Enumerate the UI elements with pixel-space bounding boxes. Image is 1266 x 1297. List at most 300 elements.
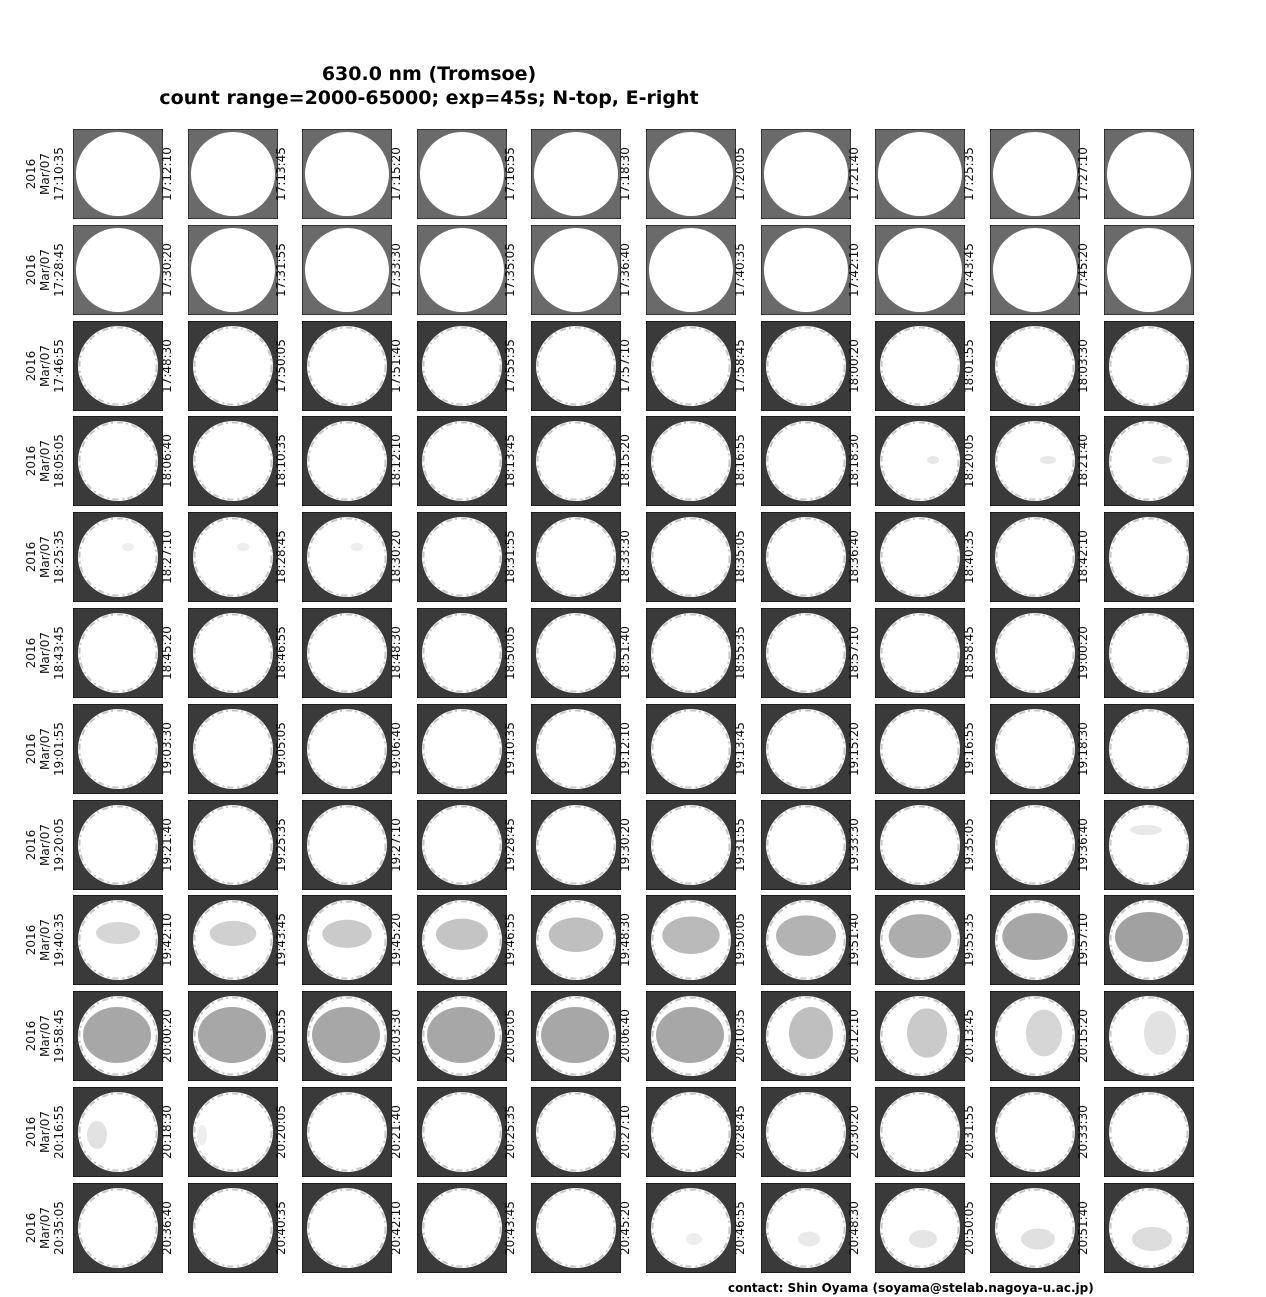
- row-date-line: 19:01:55: [52, 721, 66, 776]
- time-label: [954, 129, 984, 219]
- time-label: [610, 608, 640, 698]
- sky-disk: [78, 709, 158, 789]
- time-label: [725, 512, 755, 602]
- time-label: [152, 321, 182, 411]
- row-date-line: Mar/07: [38, 344, 52, 387]
- time-text: 17:31:55: [274, 242, 289, 297]
- sky-image: [417, 416, 507, 506]
- time-text: 18:58:45: [961, 626, 976, 680]
- sky-disk: [995, 517, 1075, 597]
- time-text: 17:27:10: [1076, 147, 1091, 201]
- row-date-line: Mar/07: [38, 823, 52, 866]
- sky-disk: [193, 517, 273, 597]
- sky-image: [761, 895, 851, 985]
- sky-image: [646, 416, 736, 506]
- time-label: [381, 608, 411, 698]
- time-text: 19:10:35: [503, 721, 518, 776]
- time-label: [725, 129, 755, 219]
- sky-image: [990, 1087, 1080, 1177]
- sky-disk: [78, 1188, 158, 1268]
- time-label: [610, 1087, 640, 1177]
- sky-image: [1104, 512, 1194, 602]
- sky-image: [302, 800, 392, 890]
- sky-image: [73, 704, 163, 794]
- row-date-label: [20, 895, 70, 985]
- time-label: [839, 895, 869, 985]
- sky-image: [875, 704, 965, 794]
- sky-disk: [995, 1092, 1075, 1172]
- time-text: 19:50:05: [732, 913, 747, 968]
- row-date-line: Mar/07: [38, 536, 52, 579]
- time-text: 17:50:05: [274, 338, 289, 393]
- time-label: [152, 129, 182, 219]
- row-date-line: Mar/07: [38, 1015, 52, 1058]
- sky-disk: [1109, 326, 1189, 406]
- time-label: [725, 991, 755, 1081]
- sky-disk: [766, 1092, 846, 1172]
- time-text: 18:51:40: [618, 626, 632, 680]
- cloud-region: [1132, 1227, 1172, 1251]
- time-label: [1068, 129, 1098, 219]
- cloud-region: [1026, 1010, 1062, 1057]
- row-date-label: [20, 800, 70, 890]
- time-text: 18:40:35: [961, 530, 976, 585]
- sky-image: [761, 512, 851, 602]
- row-date-text: [24, 1009, 66, 1063]
- time-label: [381, 512, 411, 602]
- sky-disk: [422, 1188, 502, 1268]
- sky-image: [188, 800, 278, 890]
- row-date-line: 20:16:55: [52, 1105, 66, 1159]
- time-label: [839, 704, 869, 794]
- time-label: [954, 800, 984, 890]
- sky-image: [1104, 991, 1194, 1081]
- sky-disk: [766, 517, 846, 597]
- sky-image: [990, 129, 1080, 219]
- sky-disk: [993, 132, 1077, 216]
- sky-image: [188, 895, 278, 985]
- row-date-label: [20, 416, 70, 506]
- sky-image: [73, 895, 163, 985]
- sky-image: [761, 129, 851, 219]
- row-date-line: Mar/07: [38, 727, 52, 770]
- sky-image: [188, 1183, 278, 1273]
- cloud-region: [1130, 825, 1162, 835]
- time-text: 18:06:40: [159, 434, 174, 489]
- sky-disk: [307, 517, 387, 597]
- row-date-text: [24, 530, 66, 584]
- time-text: 19:06:40: [388, 721, 403, 776]
- time-text: 20:15:20: [1076, 1009, 1091, 1064]
- row-date-line: Mar/07: [38, 1111, 52, 1153]
- sky-image: [875, 895, 965, 985]
- row-date-line: 18:43:45: [52, 626, 66, 680]
- time-text: 20:13:45: [961, 1009, 976, 1064]
- time-text: 19:25:35: [274, 817, 289, 872]
- time-text: 20:45:20: [618, 1200, 632, 1255]
- sky-image: [531, 129, 621, 219]
- time-label: [152, 225, 182, 315]
- sky-disk: [651, 1092, 731, 1172]
- sky-image: [646, 800, 736, 890]
- row-date-line: Mar/07: [38, 440, 52, 483]
- sky-image: [646, 1087, 736, 1177]
- sky-image: [875, 608, 965, 698]
- time-label: [1068, 512, 1098, 602]
- time-text: 18:12:10: [388, 434, 403, 489]
- sky-image: [531, 416, 621, 506]
- sky-disk: [651, 421, 731, 501]
- time-text: 20:20:05: [274, 1105, 289, 1159]
- time-text: 18:21:40: [1076, 434, 1091, 489]
- time-text: 19:30:20: [618, 817, 632, 872]
- sky-disk: [78, 326, 158, 406]
- time-label: [954, 608, 984, 698]
- contact-text: contact: Shin Oyama (soyama@stelab.nagoya-u.ac.jp): [728, 1281, 1094, 1295]
- time-label: [152, 1087, 182, 1177]
- time-text: 20:51:40: [1076, 1200, 1091, 1255]
- sky-disk: [422, 613, 502, 693]
- time-text: 19:27:10: [388, 817, 403, 872]
- row-date-line: 2016: [24, 829, 38, 860]
- row-date-line: 17:10:35: [52, 147, 66, 201]
- time-label: [610, 991, 640, 1081]
- sky-disk: [764, 132, 848, 216]
- cloud-region: [1144, 1011, 1176, 1055]
- time-label: [381, 704, 411, 794]
- row-date-line: 19:40:35: [52, 913, 66, 968]
- row-date-label: [20, 129, 70, 219]
- sky-image: [302, 704, 392, 794]
- sky-disk: [766, 613, 846, 693]
- row-date-label: [20, 225, 70, 315]
- sky-image: [73, 1087, 163, 1177]
- row-date-line: 2016: [24, 1020, 38, 1052]
- time-label: [610, 225, 640, 315]
- time-text: 19:35:05: [961, 817, 976, 872]
- sky-image: [990, 321, 1080, 411]
- time-text: 18:48:30: [388, 626, 403, 680]
- sky-image: [302, 416, 392, 506]
- row-date-line: 2016: [24, 158, 38, 190]
- sky-disk: [764, 228, 848, 312]
- sky-disk: [995, 1188, 1075, 1268]
- sky-disk: [307, 805, 387, 885]
- row-date-line: Mar/07: [38, 153, 52, 195]
- cloud-region: [907, 1009, 947, 1058]
- sky-image: [646, 704, 736, 794]
- time-text: 20:28:45: [732, 1105, 747, 1159]
- sky-disk: [880, 613, 960, 693]
- time-label: [839, 1183, 869, 1273]
- time-label: [954, 991, 984, 1081]
- time-text: 17:35:05: [503, 242, 518, 297]
- time-label: [1068, 800, 1098, 890]
- time-text: 20:31:55: [961, 1105, 976, 1159]
- row-date-label: [20, 1183, 70, 1273]
- sky-disk: [651, 326, 731, 406]
- time-text: 17:16:55: [503, 147, 518, 201]
- time-text: 18:55:35: [732, 626, 747, 680]
- sky-image: [302, 512, 392, 602]
- time-text: 19:45:20: [388, 913, 403, 968]
- sky-image: [646, 512, 736, 602]
- sky-image: [875, 416, 965, 506]
- time-text: 17:48:30: [159, 338, 174, 393]
- sky-image: [73, 608, 163, 698]
- sky-disk: [193, 613, 273, 693]
- sky-disk: [536, 421, 616, 501]
- sky-disk: [995, 805, 1075, 885]
- row-date-line: 18:05:05: [52, 434, 66, 489]
- sky-image: [188, 608, 278, 698]
- sky-disk: [766, 421, 846, 501]
- cloud-region: [87, 1121, 107, 1149]
- sky-image: [417, 321, 507, 411]
- time-text: 18:35:05: [732, 530, 747, 585]
- sky-disk: [651, 709, 731, 789]
- time-text: 19:46:55: [503, 913, 518, 968]
- time-label: [152, 608, 182, 698]
- time-label: [725, 800, 755, 890]
- sky-image: [875, 225, 965, 315]
- row-date-line: 2016: [24, 733, 38, 765]
- sky-image: [73, 416, 163, 506]
- sky-disk: [880, 709, 960, 789]
- cloud-region: [776, 916, 836, 957]
- sky-disk: [878, 228, 962, 312]
- time-text: 20:48:30: [847, 1200, 862, 1255]
- sky-disk: [1109, 805, 1189, 885]
- time-text: 19:03:30: [159, 721, 174, 776]
- time-label: [725, 321, 755, 411]
- sky-image: [417, 608, 507, 698]
- sky-disk: [307, 421, 387, 501]
- time-text: 20:01:55: [274, 1009, 289, 1064]
- sky-image: [188, 991, 278, 1081]
- cloud-region: [889, 915, 952, 959]
- sky-disk: [649, 132, 733, 216]
- time-text: 19:12:10: [618, 721, 632, 776]
- sky-disk: [420, 228, 504, 312]
- time-text: 19:21:40: [159, 817, 174, 872]
- sky-disk: [993, 228, 1077, 312]
- time-text: 20:12:10: [847, 1009, 862, 1064]
- time-label: [266, 1183, 296, 1273]
- cloud-region: [197, 1125, 207, 1145]
- sky-image: [302, 129, 392, 219]
- cloud-region: [122, 543, 134, 551]
- sky-image: [302, 1087, 392, 1177]
- time-label: [725, 1087, 755, 1177]
- sky-disk: [1109, 421, 1189, 501]
- time-label: [725, 1183, 755, 1273]
- time-label: [495, 225, 525, 315]
- cloud-region: [656, 1007, 724, 1063]
- sky-disk: [1109, 709, 1189, 789]
- time-label: [266, 608, 296, 698]
- sky-disk: [651, 613, 731, 693]
- sky-disk: [995, 709, 1075, 789]
- time-text: 17:51:40: [388, 338, 403, 393]
- time-text: 19:15:20: [847, 721, 862, 776]
- sky-disk: [766, 326, 846, 406]
- sky-image: [73, 225, 163, 315]
- time-text: 18:28:45: [274, 530, 289, 585]
- row-date-text: [24, 243, 66, 297]
- time-label: [954, 1183, 984, 1273]
- time-text: 19:42:10: [159, 913, 174, 968]
- time-label: [839, 800, 869, 890]
- time-label: [381, 1183, 411, 1273]
- cloud-region: [323, 920, 372, 948]
- time-text: 18:16:55: [732, 434, 747, 489]
- time-text: 17:43:45: [961, 242, 976, 297]
- time-text: 20:00:20: [159, 1009, 174, 1064]
- time-text: 18:10:35: [274, 434, 289, 489]
- sky-image: [646, 608, 736, 698]
- row-date-text: [24, 1105, 66, 1159]
- time-text: 18:57:10: [847, 626, 862, 680]
- sky-disk: [1109, 517, 1189, 597]
- time-label: [839, 321, 869, 411]
- time-label: [152, 895, 182, 985]
- sky-image: [531, 704, 621, 794]
- time-label: [1068, 416, 1098, 506]
- time-text: 17:21:40: [847, 147, 862, 201]
- sky-image: [761, 1087, 851, 1177]
- time-label: [152, 512, 182, 602]
- sky-disk: [649, 228, 733, 312]
- time-text: 20:42:10: [388, 1200, 403, 1255]
- time-text: 17:25:35: [961, 147, 976, 201]
- time-label: [1068, 321, 1098, 411]
- sky-image: [188, 321, 278, 411]
- sky-image: [875, 512, 965, 602]
- time-text: 17:36:40: [618, 242, 632, 297]
- time-text: 17:42:10: [847, 242, 862, 297]
- sky-disk: [995, 421, 1075, 501]
- sky-image: [875, 129, 965, 219]
- sky-disk: [307, 709, 387, 789]
- sky-disk: [305, 228, 389, 312]
- time-label: [610, 895, 640, 985]
- cloud-region: [436, 919, 488, 950]
- time-label: [725, 608, 755, 698]
- sky-image: [990, 704, 1080, 794]
- sky-disk: [880, 1092, 960, 1172]
- cloud-region: [351, 543, 363, 551]
- time-text: 20:40:35: [274, 1200, 289, 1255]
- sky-image: [1104, 321, 1194, 411]
- sky-disk: [78, 517, 158, 597]
- sky-image: [188, 512, 278, 602]
- time-label: [1068, 895, 1098, 985]
- row-date-line: 2016: [24, 637, 38, 669]
- sky-image: [1104, 416, 1194, 506]
- time-label: [495, 321, 525, 411]
- sky-disk: [880, 805, 960, 885]
- time-text: 20:30:20: [847, 1105, 862, 1159]
- time-text: 20:43:45: [503, 1200, 518, 1255]
- time-label: [610, 321, 640, 411]
- cloud-region: [198, 1007, 266, 1063]
- time-label: [266, 1087, 296, 1177]
- sky-image: [417, 800, 507, 890]
- sky-image: [875, 1087, 965, 1177]
- time-label: [266, 800, 296, 890]
- time-text: 18:30:20: [388, 530, 403, 585]
- time-text: 17:55:35: [503, 338, 518, 393]
- sky-image: [531, 1087, 621, 1177]
- sky-image: [417, 991, 507, 1081]
- time-label: [725, 225, 755, 315]
- cloud-region: [83, 1007, 151, 1063]
- time-label: [495, 416, 525, 506]
- time-label: [610, 416, 640, 506]
- sky-disk: [995, 613, 1075, 693]
- time-label: [954, 321, 984, 411]
- sky-disk: [1107, 228, 1191, 312]
- sky-image: [1104, 895, 1194, 985]
- time-label: [839, 1087, 869, 1177]
- cloud-region: [1021, 1228, 1055, 1249]
- sky-disk: [536, 1188, 616, 1268]
- time-label: [152, 704, 182, 794]
- time-label: [1068, 991, 1098, 1081]
- time-label: [495, 895, 525, 985]
- sky-disk: [193, 1188, 273, 1268]
- time-text: 17:13:45: [274, 147, 289, 201]
- row-date-line: 19:58:45: [52, 1009, 66, 1064]
- time-label: [1068, 704, 1098, 794]
- sky-disk: [76, 132, 160, 216]
- row-date-line: 18:25:35: [52, 530, 66, 585]
- sky-image: [531, 800, 621, 890]
- sky-image: [188, 129, 278, 219]
- time-label: [495, 512, 525, 602]
- sky-image: [990, 895, 1080, 985]
- sky-image: [302, 895, 392, 985]
- row-date-line: Mar/07: [38, 1206, 52, 1249]
- sky-disk: [191, 228, 275, 312]
- sky-disk: [193, 709, 273, 789]
- time-label: [381, 416, 411, 506]
- row-date-text: [24, 626, 66, 680]
- sky-image: [302, 991, 392, 1081]
- row-date-text: [24, 913, 66, 967]
- sky-image: [990, 608, 1080, 698]
- sky-image: [73, 800, 163, 890]
- sky-image: [1104, 608, 1194, 698]
- sky-image: [875, 991, 965, 1081]
- row-date-text: [24, 722, 66, 776]
- time-label: [266, 416, 296, 506]
- row-date-line: 17:28:45: [52, 242, 66, 297]
- sky-image: [761, 321, 851, 411]
- row-date-line: 2016: [24, 254, 38, 286]
- row-date-label: [20, 1087, 70, 1177]
- cloud-region: [927, 456, 939, 464]
- sky-image: [761, 704, 851, 794]
- sky-image: [302, 1183, 392, 1273]
- time-text: 18:42:10: [1076, 530, 1091, 585]
- time-text: 19:33:30: [847, 817, 862, 872]
- time-text: 18:15:20: [618, 434, 632, 489]
- sky-image: [417, 1183, 507, 1273]
- time-text: 18:27:10: [159, 530, 174, 585]
- sky-disk: [307, 326, 387, 406]
